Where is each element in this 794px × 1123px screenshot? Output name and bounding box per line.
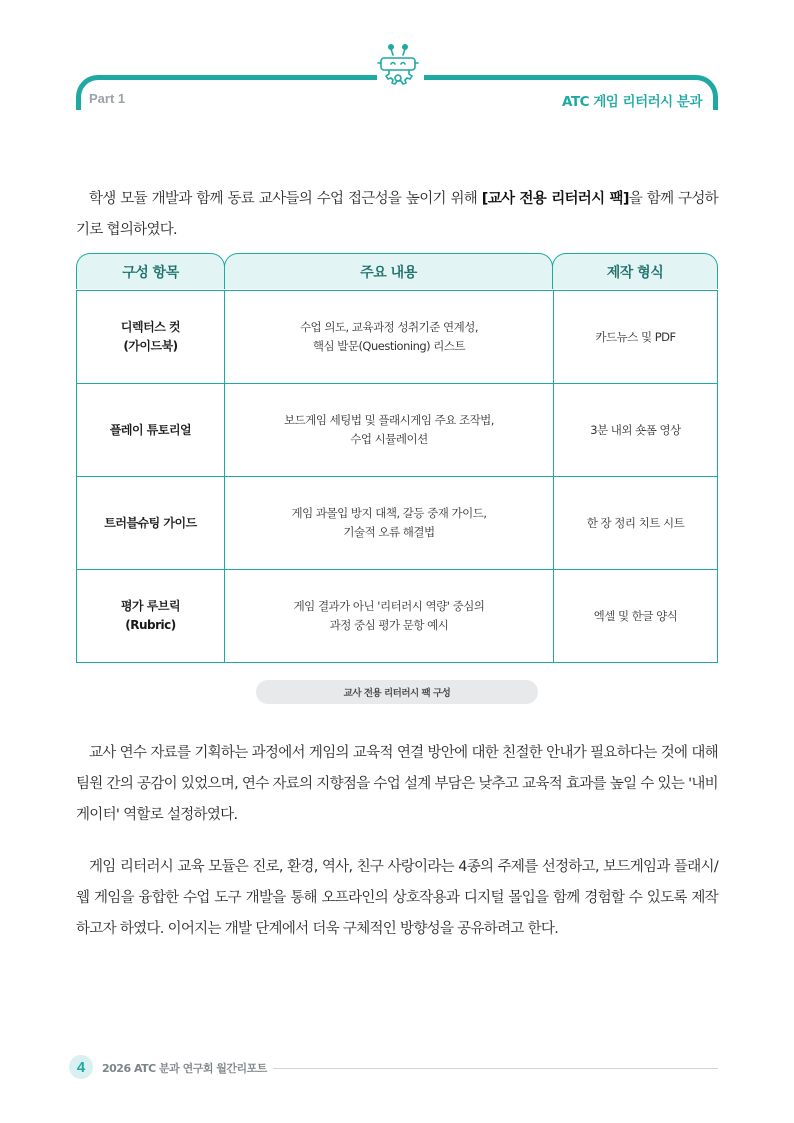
- footer-text: 2026 ATC 분과 연구회 월간리포트: [102, 1062, 267, 1075]
- cell-item: 플레이 튜토리얼: [77, 384, 225, 476]
- header-content: 주요 내용: [224, 253, 553, 289]
- table-caption: 교사 전용 리터러시 팩 구성: [256, 680, 538, 704]
- intro-highlight: [교사 전용 리터러시 팩]: [481, 191, 629, 207]
- intro-paragraph: [76, 184, 718, 246]
- cell-format: 카드뉴스 및 PDF: [595, 329, 676, 344]
- table-header: [76, 253, 718, 291]
- body-paragraph: 교사 연수 자료를 기획하는 과정에서 게임의 교육적 연결 방안에 대한 친절한 안내가 필요하다는 것에 대해 팀원 간의 공감이 있었으며, 연수 자료의 지향점을 수업 설계 부담은 낮추고 교육적 효과를 높일 수 있는 '내비게이터' 역할로 설정하였다.: [76, 745, 718, 823]
- cell-content: 게임 과몰입 방지 대책, 갈등 중재 가이드, 기술적 오류 해결법: [225, 477, 554, 569]
- cell-item: 트러블슈팅 가이드: [77, 477, 225, 569]
- cell-content: 수업 의도, 교육과정 성취기준 연계성, 핵심 발문(Questioning) 리스트: [225, 291, 554, 383]
- page-number: 4: [69, 1055, 93, 1079]
- cell-format: 3분 내외 숏폼 영상: [590, 422, 681, 437]
- table-row: [77, 384, 717, 477]
- intro-text-before: 학생 모듈 개발과 함께 동료 교사들의 수업 접근성을 높이기 위해: [89, 191, 482, 207]
- part-label: Part 1: [89, 91, 126, 106]
- body-paragraph: 게임 리터러시 교육 모듈은 진로, 환경, 역사, 친구 사랑이라는 4종의 주제를 선정하고, 보드게임과 플래시/ 웹 게임을 융합한 수업 도구 개발을 통해 오프라인의 상호작용과 디지털 몰입을 함께 경험할 수 있도록 제작하고자 하였다. 이어지는 개발 단계에서 더욱 구체적인 방향성을 공유하려고 한다.: [76, 859, 718, 937]
- cell-item: 디렉터스 컷 (가이드북): [77, 291, 225, 383]
- section-title: ATC 게임 리터러시 분과: [562, 94, 702, 110]
- cell-content: 보드게임 세팅법 및 플래시게임 주요 조작법, 수업 시뮬레이션: [225, 384, 554, 476]
- footer-rule: [273, 1068, 718, 1069]
- cell-format: 한 장 정리 치트 시트: [586, 515, 685, 530]
- cell-content: 게임 결과가 아닌 '리터러시 역량' 중심의 과정 중심 평가 문항 예시: [225, 570, 554, 662]
- header-item: 구성 항목: [76, 253, 225, 289]
- intro-text-after: 을 함께 구성하기로 협의하였다.: [76, 191, 718, 238]
- table-row: [77, 477, 717, 570]
- table-row: [77, 291, 717, 384]
- cell-item: 평가 루브릭 (Rubric): [77, 570, 225, 662]
- table-body: [76, 290, 718, 663]
- robot-gear-icon: [376, 42, 420, 90]
- table-row: [77, 570, 717, 663]
- literacy-pack-table: [76, 253, 718, 632]
- cell-format: 엑셀 및 한글 양식: [593, 608, 678, 623]
- header-format: 제작 형식: [552, 253, 718, 289]
